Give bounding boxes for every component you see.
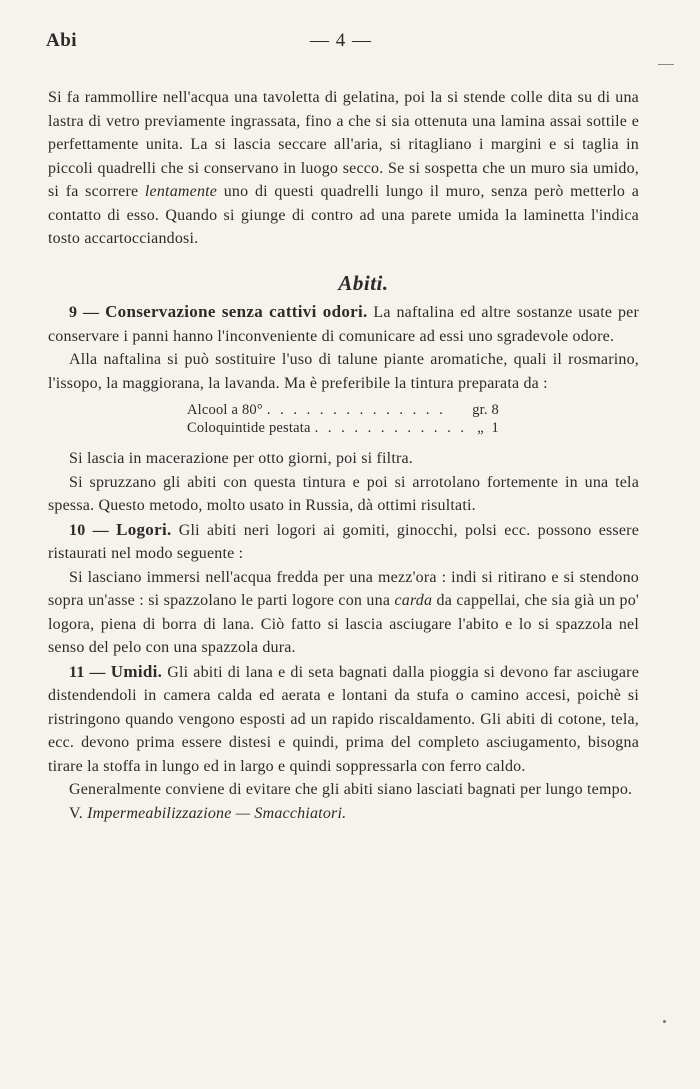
recipe-amount: gr. 8 — [472, 402, 499, 418]
entry-10-text-b: da cappellai, che sia già un po' logora, piena di borra di lana. Ciò fatto si lascia asciugare l'abito e lo si spazzola nel senso del pelo con una spazzola dura. — [48, 592, 639, 656]
entry-10-paragraph — [48, 518, 639, 566]
entry-10-paragraph-2 — [48, 566, 639, 660]
entry-11-paragraph — [48, 660, 639, 779]
entry-10-text-a: Si lasciano immersi nell'acqua fredda per una mezz'ora : indi si ritirano e si stendono sopra un'asse : si spazzolano le parti logore con una — [48, 568, 639, 609]
recipe — [187, 401, 639, 437]
header-rule — [658, 64, 674, 65]
entry-9-text: La naftalina ed altre sostanze usate per conservare i panni hanno l'inconveniente di comunicare ad essi uno sgradevole odore. — [48, 304, 639, 345]
intro-text-2: uno di questi quadrelli lungo il muro, senza però metterlo a contatto di esso. Quando si giunge di contro ad una parete umida la laminetta l'indica tosto accartocciandosi. — [48, 183, 640, 247]
entry-9-number: 9 — — [69, 304, 100, 321]
running-head: Abi — [46, 30, 78, 51]
recipe-leader: . . . . . . . . . . . . — [314, 420, 467, 436]
section-heading: Abiti. — [338, 270, 389, 295]
recipe-item: Coloquintide pestata — [187, 420, 311, 436]
body-text — [48, 86, 639, 825]
entry-10-number: 10 — — [69, 521, 109, 539]
entry-10-italic: carda — [394, 592, 433, 609]
intro-paragraph — [48, 86, 639, 251]
paper-speck — [663, 1020, 666, 1023]
see-also-prefix: V. — [69, 804, 83, 822]
entry-11-number: 11 — — [69, 663, 106, 681]
intro-italic: lentamente — [144, 183, 218, 200]
entry-9-paragraph-2: Alla naftalina si può sostituire l'uso di talune piante aromatiche, quali il rosmarino, l'issopo, la maggiorana, la lavanda. Ma è preferibile la tintura preparata da : — [48, 351, 639, 392]
page-header — [46, 30, 660, 54]
entry-10-title: Logori. — [116, 519, 172, 539]
recipe-item: Alcool a 80° — [187, 402, 263, 418]
page-number: — 4 — — [310, 30, 372, 51]
entry-9-paragraph-3: Si lascia in macerazione per otto giorni, poi si filtra. — [69, 450, 413, 467]
entry-9-paragraph — [48, 300, 639, 348]
see-also — [48, 802, 639, 826]
recipe-row — [187, 419, 499, 437]
recipe-leader: . . . . . . . . . . . . . . — [266, 402, 446, 418]
entry-11-text: Gli abiti di lana e di seta bagnati dalla pioggia si devono far asciugare distendendoli in camera calda ed aerata e lontani da stufa o camino accesi, poichè si ristringono quando vengono esposti ad un rapido riscaldamento. Gli abiti di cotone, tela, ecc. devono prima essere distesi e quindi, prima del completo asciugamento, bisogna tirare la stoffa in lungo ed in largo e quindi soppressarla con ferro caldo. — [48, 663, 640, 775]
recipe-amount: „ 1 — [477, 420, 499, 436]
entry-9-title: Conservazione senza cattivi odori. — [105, 302, 368, 321]
recipe-row — [187, 401, 499, 419]
entry-10-text: Gli abiti neri logori ai gomiti, ginocchi, polsi ecc. possono essere ristaurati nel modo seguente : — [48, 521, 639, 562]
intro-text-1: Si fa rammollire nell'acqua una tavoletta di gelatina, poi la si stende colle dita su di una lastra di vetro previamente ingrassata, fino a che si sia ottenuta una lamina assai sottile e perfettamente unita. La si lascia seccare all'aria, si ritagliano i margini e si taglia in piccoli quadrelli che si conservano in luogo secco. Se si sospetta che un muro sia umido, si fa scorrere — [48, 89, 639, 200]
entry-9-paragraph-4: Si spruzzano gli abiti con questa tintura e poi si arrotolano fortemente in una tela spessa. Questo metodo, molto usato in Russia, dà ottimi risultati. — [48, 473, 639, 514]
entry-11-title: Umidi. — [110, 661, 163, 681]
see-also-refs: Impermeabilizzazione — Smacchiatori. — [87, 804, 347, 822]
entry-11-paragraph-2: Generalmente conviene di evitare che gli abiti siano lasciati bagnati per lungo tempo. — [69, 781, 633, 798]
